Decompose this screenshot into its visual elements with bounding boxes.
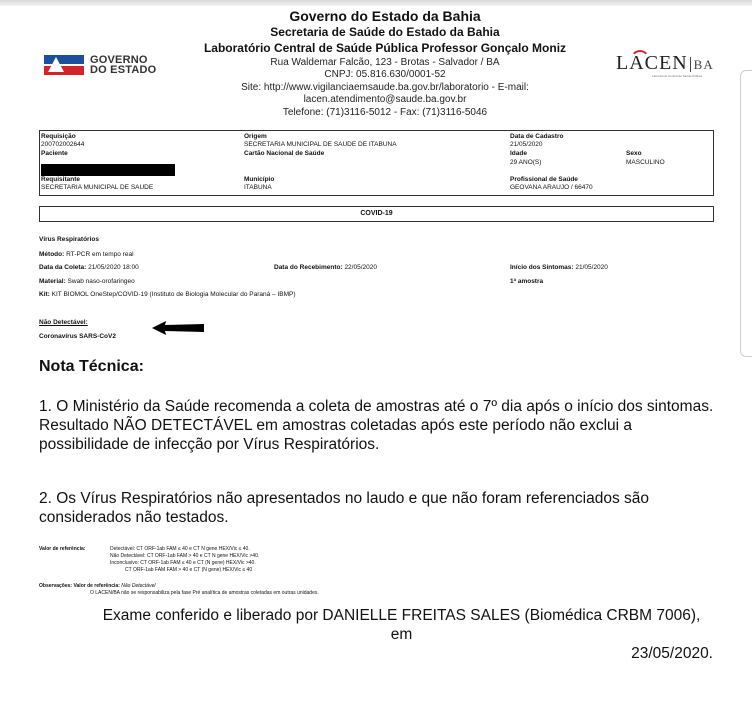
header-government: Governo do Estado da Bahia bbox=[289, 8, 481, 24]
obs-ref-value: Não Detectável bbox=[121, 583, 156, 589]
gov-logo-line2: DO ESTADO bbox=[90, 64, 157, 76]
observacoes-row bbox=[39, 583, 155, 589]
municipio-label: Município bbox=[244, 176, 275, 183]
bahia-flag-icon bbox=[44, 55, 84, 75]
observacoes-line-2: O LACEN/BA não se responsabiliza pela fase Pré analítica de amostras coletadas em outras unidades. bbox=[90, 590, 319, 596]
release-line-2: 23/05/2020. bbox=[631, 645, 713, 662]
governo-logo bbox=[44, 55, 164, 77]
reference-line-2: Não Detectável: CT ORF-1ab FAM > 40 e CT N gene HEX/Vic >40. bbox=[110, 553, 260, 559]
metodo-value: RT-PCR em tempo real bbox=[66, 251, 134, 258]
sexo-value: MASCULINO bbox=[626, 159, 665, 166]
header-laboratorio: Laboratório Central de Saúde Pública Professor Gonçalo Moniz bbox=[203, 41, 567, 55]
amostra: 1ª amostra bbox=[510, 278, 544, 285]
municipio-value: ITABUNA bbox=[244, 184, 272, 191]
observacoes-label: Observações: bbox=[39, 583, 73, 589]
kit-label: Kit: bbox=[39, 291, 50, 298]
profissional-label: Profissional de Saúde bbox=[510, 176, 578, 183]
reference-line-1: Detectável: CT ORF-1ab FAM ≤ 40 e CT N gene HEX/Vic ≤ 40. bbox=[110, 546, 250, 552]
kit-row bbox=[39, 291, 296, 299]
origem-label: Origem bbox=[244, 133, 267, 140]
requisicao-label: Requisição bbox=[41, 133, 76, 140]
header-cnpj: CNPJ: 05.816.630/0001-52 bbox=[324, 69, 446, 80]
origem-value: SECRETARIA MUNICIPAL DE SAUDE DE ITABUNA bbox=[244, 141, 397, 148]
requisitante-value: SECRETARIA MUNICIPAL DE SAUDE bbox=[41, 184, 154, 191]
header-phone: Telefone: (71)3116-5012 - Fax: (71)3116-5046 bbox=[282, 107, 488, 118]
obs-ref-label: Valor de referência: bbox=[73, 583, 120, 589]
lacen-logo-text: LACEN bbox=[616, 52, 688, 74]
sexo-label: Sexo bbox=[626, 150, 642, 157]
nota-paragraph-1 bbox=[39, 397, 719, 454]
data-cadastro-value: 21/05/2020 bbox=[510, 141, 543, 148]
patient-info-box bbox=[39, 130, 714, 196]
header-secretaria: Secretaria de Saúde do Estado da Bahia bbox=[270, 25, 500, 39]
sintomas-row bbox=[510, 264, 608, 272]
coleta-label: Data da Coleta: bbox=[39, 264, 87, 271]
idade-label: Idade bbox=[510, 150, 527, 157]
release-statement bbox=[90, 606, 713, 663]
release-line-1: Exame conferido e liberado por DANIELLE FREITAS SALES (Biomédica CRBM 7006), em bbox=[102, 607, 701, 643]
material-label: Material: bbox=[39, 278, 66, 285]
lacen-logo bbox=[616, 52, 716, 82]
material-row bbox=[39, 278, 135, 286]
requisitante-label: Requisitante bbox=[41, 176, 81, 183]
header-site: Site: http://www.vigilanciaemsaude.ba.gov.br/laboratorio - E-mail: bbox=[241, 82, 529, 93]
lacen-logo-ba: BA bbox=[690, 57, 714, 72]
metodo-label: Método: bbox=[39, 251, 65, 258]
lacen-logo-subtitle: Laboratório Central de Saúde Pública bbox=[652, 74, 703, 78]
coleta-value: 21/05/2020 18:00 bbox=[88, 264, 139, 271]
result-status: Não Detectável: bbox=[39, 319, 88, 326]
sintomas-value: 21/05/2020 bbox=[575, 264, 608, 271]
header-address: Rua Waldemar Falcão, 123 - Brotas - Salvador / BA bbox=[270, 57, 500, 68]
metodo-row bbox=[39, 251, 134, 259]
section-title: Vírus Respiratórios bbox=[39, 236, 99, 243]
cartao-label: Cartão Nacional de Saúde bbox=[244, 150, 325, 157]
reference-line-4: CT ORF-1ab FAM FAM > 40 e CT (N gene) HEX/Vic ≤ 40 bbox=[125, 567, 253, 573]
side-panel-edge bbox=[740, 70, 752, 357]
arrow-left-icon bbox=[152, 320, 204, 336]
redacted-patient-name bbox=[41, 164, 175, 176]
nota-paragraph-2: 2. Os Vírus Respiratórios não apresentados no laudo e que não foram referenciados são considerados não testados. bbox=[39, 490, 650, 526]
profissional-value: GEOVANA ARAUJO / 66470 bbox=[510, 184, 593, 191]
coleta-row bbox=[39, 264, 139, 272]
recebimento-row bbox=[274, 264, 377, 272]
material-value: Swab naso-orofaringeo bbox=[67, 278, 135, 285]
kit-value: KIT BIOMOL OneStep/COVID-19 (Instituto de Biologia Molecular do Paraná – IBMP) bbox=[51, 291, 296, 298]
exam-title: COVID-19 bbox=[360, 210, 393, 217]
top-shadow bbox=[0, 0, 752, 6]
virus-name: Coronavírus SARS-CoV2 bbox=[39, 333, 116, 340]
recebimento-label: Data do Recebimento: bbox=[274, 264, 343, 271]
idade-value: 29 ANO(S) bbox=[510, 159, 542, 166]
reference-line-3: Inconclusivo: CT ORF-1ab FAM ≤ 40 e CT (N gene) HEX/Vic >40. bbox=[110, 560, 256, 566]
recebimento-value: 22/05/2020 bbox=[344, 264, 377, 271]
nota-tecnica-title: Nota Técnica: bbox=[39, 358, 144, 375]
gov-logo-line1: GOVERNO bbox=[90, 54, 148, 66]
paciente-label: Paciente bbox=[41, 150, 68, 157]
nota-p1b-text: Resultado NÃO DETECTÁVEL em amostras coletadas após este período não exclui a possibilidade de infecção por Vírus Respiratórios. bbox=[39, 417, 633, 453]
reference-label: Valor de referência: bbox=[39, 546, 86, 552]
sintomas-label: Início dos Sintomas: bbox=[510, 264, 574, 271]
header-email: lacen.atendimento@saude.ba.gov.br bbox=[303, 94, 467, 105]
exam-title-box bbox=[39, 206, 714, 222]
requisicao-value: 200702002644 bbox=[41, 141, 85, 148]
nota-p1-text: 1. O Ministério da Saúde recomenda a coleta de amostras até o 7º dia após o início dos sintomas. bbox=[39, 398, 714, 415]
data-cadastro-label: Data de Cadastro bbox=[510, 133, 564, 140]
